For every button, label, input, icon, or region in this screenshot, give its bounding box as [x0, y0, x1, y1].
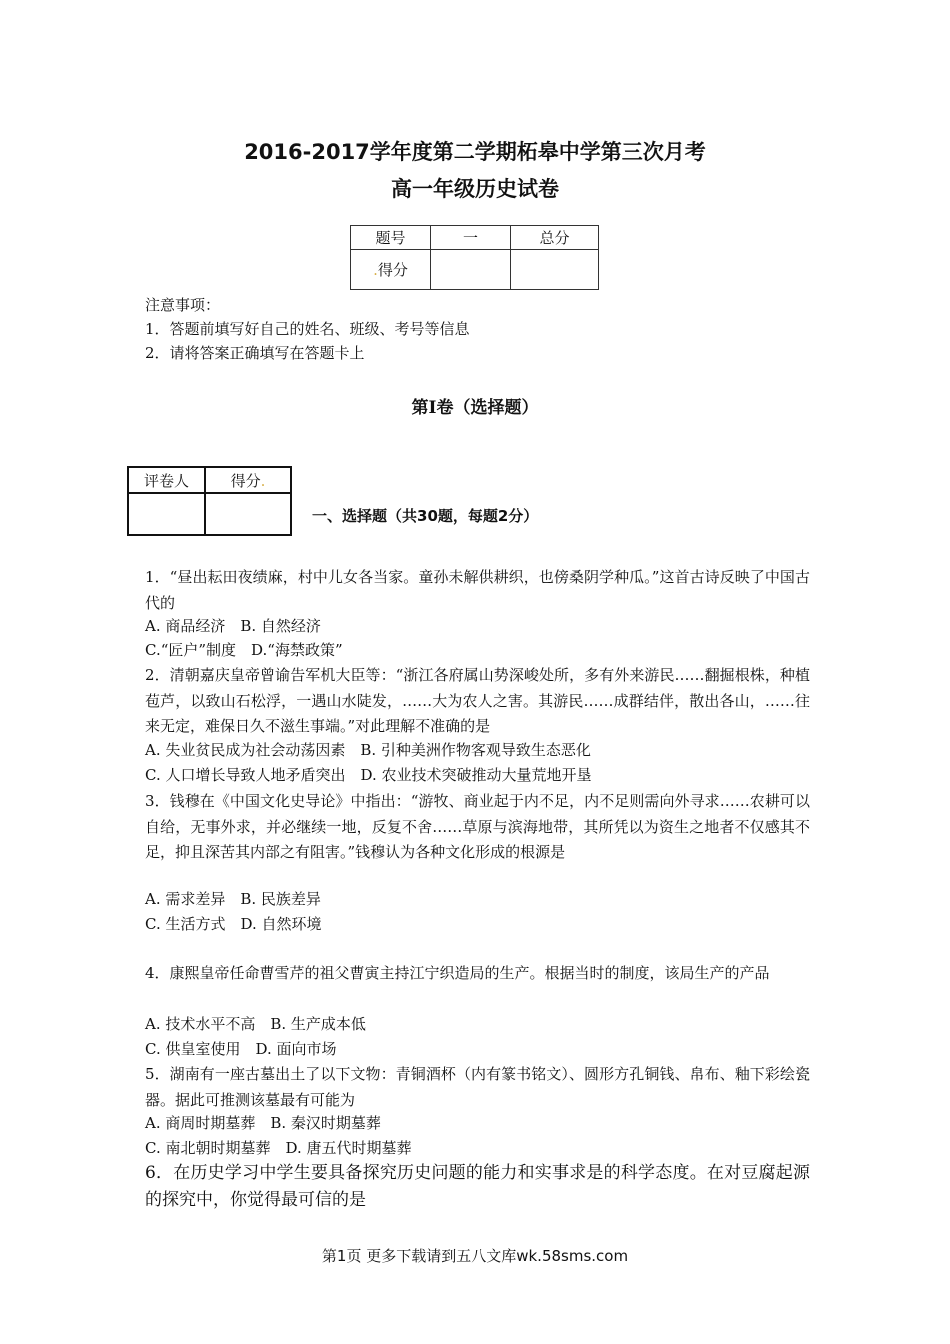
notes-heading: 注意事项：: [145, 296, 221, 314]
notes-item: 2．请将答案正确填写在答题卡上: [145, 344, 365, 362]
question-stem: 3．钱穆在《中国文化史导论》中指出：“游牧、商业起于内不足，内不足则需向外寻求……农耕可以自给，无事外求，并必继续一地，反复不舍……草原与滨海地带，其所凭以为资生之地者不仅感其不足，抑且深苦其内部之有阻害。”钱穆认为各种文化形成的根源是: [145, 792, 810, 861]
question-stem: 1．“昼出耘田夜绩麻，村中儿女各当家。童孙未解供耕织，也傍桑阴学种瓜。”这首古诗反映了中国古代的: [145, 568, 810, 612]
grader-score-label: 得分.: [205, 467, 291, 493]
score-table-header: 题号: [351, 226, 431, 250]
question-options: A. 需求差异 B. 民族差异: [145, 890, 321, 908]
question-options: C. 供皇室使用 D. 面向市场: [145, 1040, 337, 1058]
score-cell[interactable]: [431, 250, 511, 290]
score-table-row-label: .得分: [351, 250, 431, 290]
score-table-header: 总分: [511, 226, 599, 250]
score-cell[interactable]: [511, 250, 599, 290]
section-title: 第I卷（选择题）: [411, 398, 539, 418]
grader-label: 评卷人: [128, 467, 205, 493]
question-options: C. 人口增长导致人地矛盾突出 D. 农业技术突破推动大量荒地开垦: [145, 766, 592, 784]
question-options: A. 商品经济 B. 自然经济: [145, 617, 321, 635]
question-stem: 4．康熙皇帝任命曹雪芹的祖父曹寅主持江宁织造局的生产。根据当时的制度，该局生产的产品: [145, 964, 770, 982]
question-options: A. 失业贫民成为社会动荡因素 B. 引种美洲作物客观导致生态恶化: [145, 741, 591, 759]
grader-score-cell[interactable]: [205, 493, 291, 535]
question-stem: 2．清朝嘉庆皇帝曾谕告军机大臣等：“浙江各府属山势深峻处所，多有外来游民……翻掘根株，种植苞芦，以致山石松浮，一遇山水陡发，……大为农人之害。其游民……成群结伴，散出各山，……往来无定，难保日久不滋生事端。”对此理解不准确的是: [145, 666, 810, 735]
notes-item: 1．答题前填写好自己的姓名、班级、考号等信息: [145, 320, 470, 338]
exam-subtitle: 高一年级历史试卷: [391, 177, 559, 201]
exam-title: 2016-2017学年度第二学期柘皋中学第三次月考: [244, 140, 706, 164]
question-options: C. 南北朝时期墓葬 D. 唐五代时期墓葬: [145, 1139, 412, 1157]
question-options: A. 技术水平不高 B. 生产成本低: [145, 1015, 366, 1033]
score-table-header: 一: [431, 226, 511, 250]
score-table: [350, 225, 599, 290]
page-footer: 第1页 更多下载请到五八文库wk.58sms.com: [321, 1247, 629, 1265]
question-stem: 6．在历史学习中学生要具备探究历史问题的能力和实事求是的科学态度。在对豆腐起源的探究中，你觉得最可信的是: [145, 1163, 810, 1210]
question-options: C.“匠户”制度 D.“海禁政策”: [145, 641, 343, 659]
question-options: A. 商周时期墓葬 B. 秦汉时期墓葬: [145, 1114, 381, 1132]
grader-table: [127, 466, 292, 536]
grader-cell[interactable]: [128, 493, 205, 535]
question-options: C. 生活方式 D. 自然环境: [145, 915, 322, 933]
part-title: 一、选择题（共30题，每题2分）: [312, 507, 539, 525]
question-stem: 5．湖南有一座古墓出土了以下文物：青铜酒杯（内有篆书铭文）、圆形方孔铜钱、帛布、釉下彩绘瓷器。据此可推测该墓最有可能为: [145, 1065, 810, 1109]
